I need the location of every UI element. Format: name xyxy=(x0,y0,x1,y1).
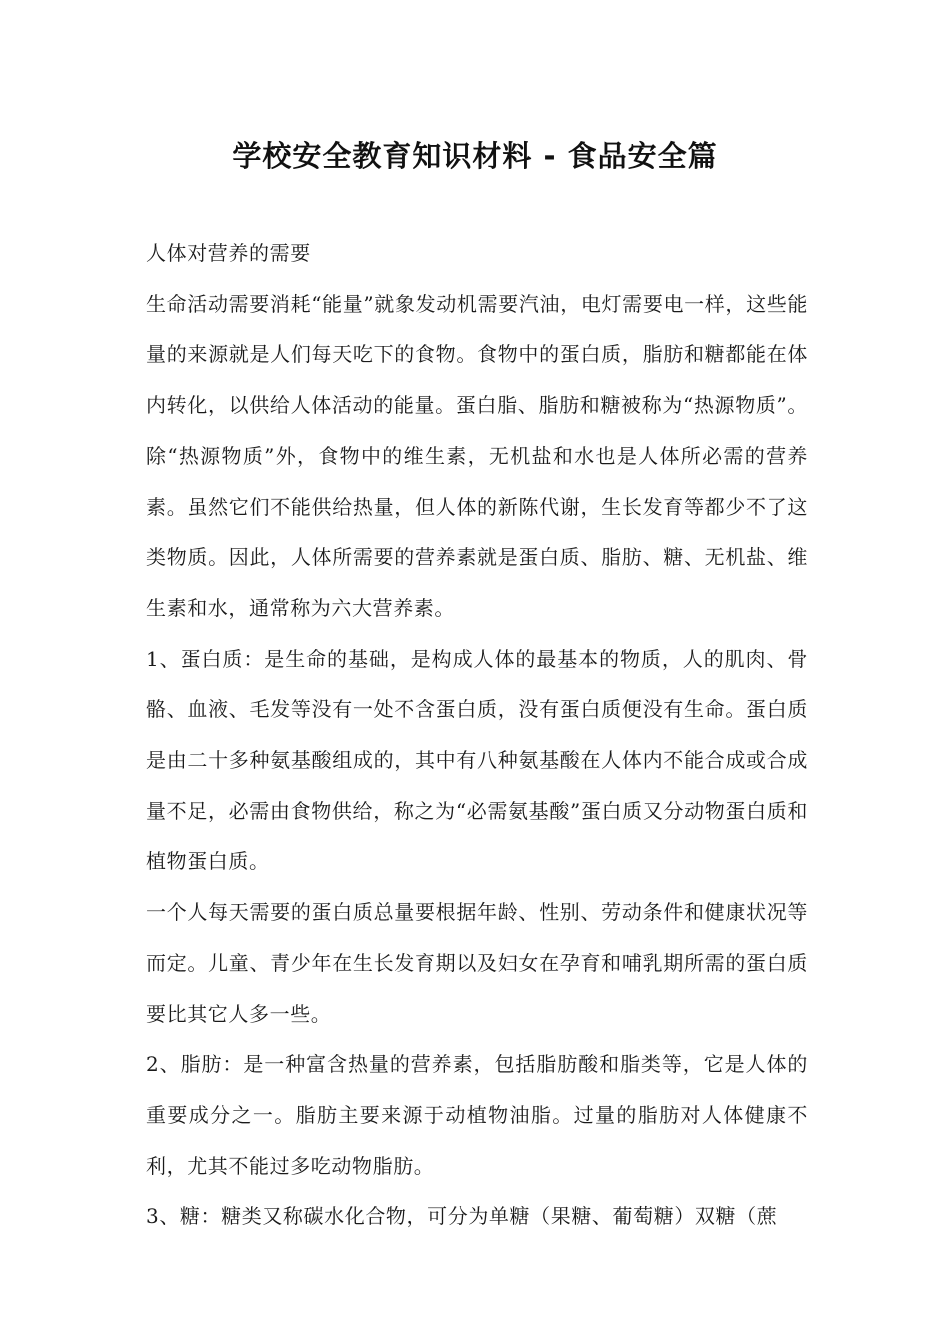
body-paragraph: 1、蛋白质：是生命的基础，是构成人体的最基本的物质，人的肌肉、骨骼、血液、毛发等没有一处不含蛋白质，没有蛋白质便没有生命。蛋白质是由二十多种氨基酸组成的，其中有八种氨基酸在人体内不能合成或合成量不足，必需由食物供给，称之为“必需氨基酸”蛋白质又分动物蛋白质和植物蛋白质。 xyxy=(146,646,808,874)
section-heading: 人体对营养的需要 xyxy=(146,241,311,265)
document-title: 学校安全教育知识材料 - 食品安全篇 xyxy=(232,139,718,174)
body-paragraph: 一个人每天需要的蛋白质总量要根据年龄、性别、劳动条件和健康状况等而定。儿童、青少年在生长发育期以及妇女在孕育和哺乳期所需的蛋白质要比其它人多一些。 xyxy=(146,900,808,1026)
body-paragraph: 2、脂肪：是一种富含热量的营养素，包括脂肪酸和脂类等，它是人体的重要成分之一。脂肪主要来源于动植物油脂。过量的脂肪对人体健康不利，尤其不能过多吃动物脂肪。 xyxy=(146,1052,808,1178)
body-paragraph: 生命活动需要消耗“能量”就象发动机需要汽油，电灯需要电一样，这些能量的来源就是人们每天吃下的食物。食物中的蛋白质，脂肪和糖都能在体内转化，以供给人体活动的能量。蛋白脂、脂肪和糖被称为“热源物质”。除“热源物质”外，食物中的维生素，无机盐和水也是人体所必需的营养素。虽然它们不能供给热量，但人体的新陈代谢，生长发育等都少不了这类物质。因此，人体所需要的营养素就是蛋白质、脂肪、糖、无机盐、维生素和水，通常称为六大营养素。 xyxy=(146,291,808,620)
body-paragraph: 3、糖：糖类又称碳水化合物，可分为单糖（果糖、葡萄糖）双糖（蔗 xyxy=(146,1204,778,1229)
document-body xyxy=(146,228,808,1242)
